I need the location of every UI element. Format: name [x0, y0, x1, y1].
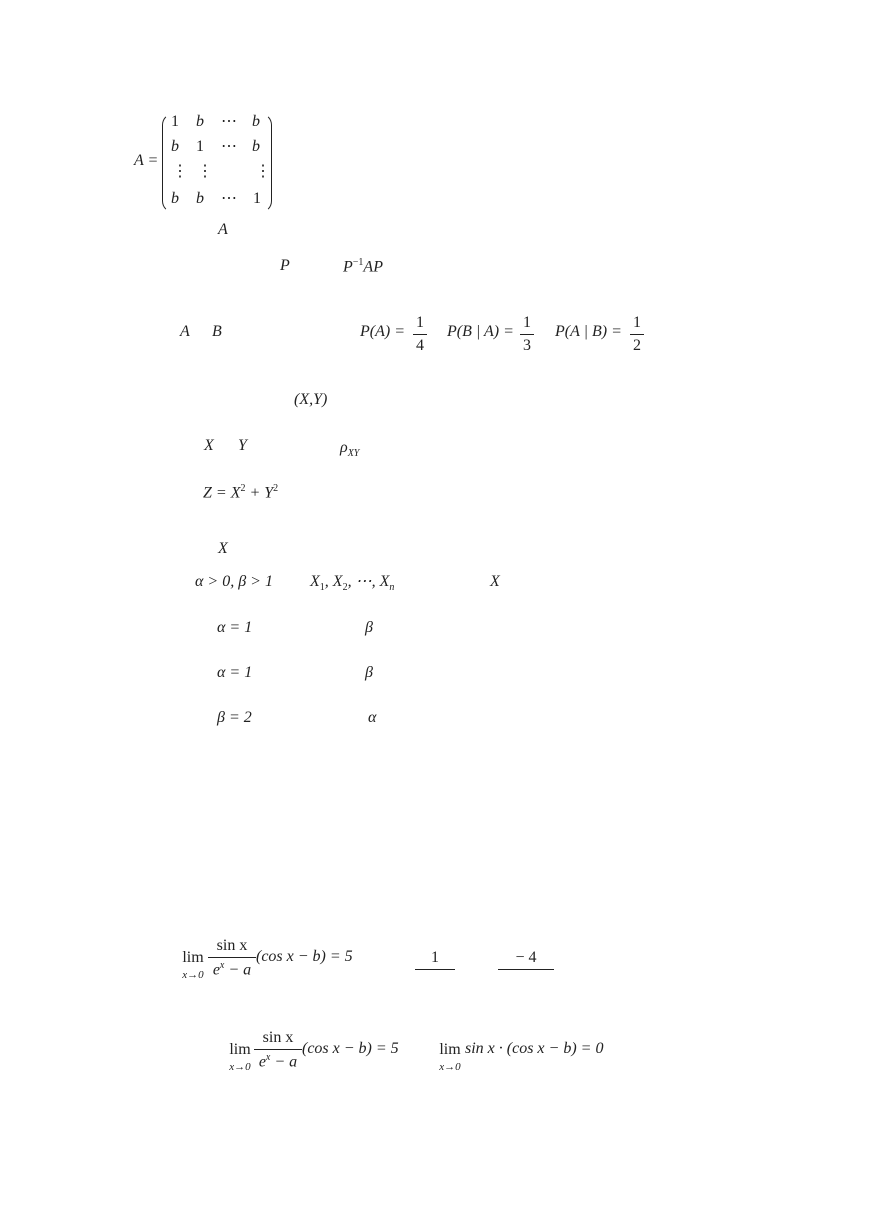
variable-X-standalone: X: [218, 540, 228, 557]
rho-subscript: XY: [347, 448, 360, 460]
fraction-bar: [413, 334, 427, 335]
fraction-bar: [520, 334, 534, 335]
event-B: B: [212, 323, 222, 340]
case-1-condition: α = 1: [217, 619, 253, 636]
answer-blank-2[interactable]: [498, 949, 554, 970]
matrix-lhs: A =: [134, 152, 159, 169]
limit-rest: (cos x − b) = 5: [302, 1040, 399, 1057]
event-A: A: [180, 323, 190, 340]
correlation-rho: [340, 440, 359, 459]
fraction-denominator: 2: [633, 337, 641, 354]
sample-x2: X: [332, 573, 343, 590]
case-3-condition: β = 2: [217, 709, 252, 726]
fraction-denominator: 3: [523, 337, 531, 354]
limit-denominator: [254, 1052, 302, 1071]
prob-PAB: P(A | B) =: [555, 323, 622, 340]
rho-symbol: ρ: [340, 439, 348, 456]
fraction-numerator: 1: [523, 314, 531, 331]
ap-text: AP: [363, 258, 383, 276]
limit-rest: (cos x − b) = 5: [256, 948, 353, 965]
matrix-cell: b: [196, 190, 204, 207]
limit-operator-2: [435, 1041, 465, 1073]
p-base: P: [343, 258, 353, 276]
den-rest: − a: [270, 1053, 298, 1071]
lim-subscript: x→0: [229, 1061, 251, 1073]
limit-operator: [178, 949, 208, 981]
matrix-cell: 1: [196, 138, 204, 155]
matrix-cell: b: [196, 113, 204, 130]
variable-X: X: [204, 437, 214, 454]
symbol-A: A: [218, 221, 228, 238]
den-exponent: x: [219, 960, 225, 971]
den-base: e: [258, 1053, 266, 1071]
limit-fraction: [208, 937, 256, 979]
case-1-target: β: [365, 619, 373, 636]
limit-numerator: sin x: [216, 937, 248, 954]
lim-word: lim: [229, 1041, 251, 1058]
z-mid: + Y: [245, 484, 274, 502]
parameter-condition: α > 0, β > 1: [195, 573, 273, 590]
limit-numerator: sin x: [262, 1029, 294, 1046]
sample-x1: X: [310, 573, 320, 590]
den-exponent: x: [265, 1052, 271, 1063]
fraction-bar: [208, 957, 256, 958]
fraction-bar: [630, 334, 644, 335]
matrix-cell: ⋯: [221, 190, 237, 207]
prob-PA: P(A) =: [360, 323, 405, 340]
matrix-cell: ⋯: [221, 138, 237, 155]
limit-fraction: [254, 1029, 302, 1071]
lim-subscript: x→0: [439, 1061, 461, 1073]
lim-word: lim: [182, 949, 204, 966]
matrix-cell: b: [171, 138, 179, 155]
symbol-P-inverse: [343, 258, 383, 275]
symbol-P: P: [280, 257, 290, 274]
sample-sub-1: 1: [319, 582, 325, 594]
limit-operator: [225, 1041, 255, 1073]
matrix-cell: b: [171, 190, 179, 207]
random-vector-XY: (X,Y): [294, 391, 328, 408]
answer-2: − 4: [515, 949, 537, 966]
sample-sequence: $X_1$, $X_2$, ⋯, $X_n$: [310, 573, 395, 594]
inverse-superscript: −1: [352, 257, 364, 268]
den-base: e: [212, 961, 220, 979]
z-lhs: Z = X: [203, 484, 241, 502]
z-sup-2: 2: [273, 483, 279, 494]
matrix-cell: ⋯: [221, 113, 237, 130]
fraction-one-half: [630, 314, 644, 355]
den-rest: − a: [224, 961, 252, 979]
case-3-target: α: [368, 709, 377, 726]
fraction-bar: [254, 1049, 302, 1050]
matrix-cell: b: [252, 138, 260, 155]
case-2-condition: α = 1: [217, 664, 253, 681]
matrix-cell: b: [252, 113, 260, 130]
matrix-cell: ⋮: [197, 163, 213, 180]
population-X: X: [490, 573, 500, 590]
variable-Y: Y: [238, 437, 247, 454]
z-definition: [203, 484, 278, 501]
fraction-numerator: 1: [633, 314, 641, 331]
fraction-one-quarter: [413, 314, 427, 355]
limit-rest-2: sin x · (cos x − b) = 0: [465, 1040, 604, 1057]
matrix-cell: ⋮: [255, 163, 271, 180]
lim-subscript: x→0: [182, 969, 204, 981]
limit-denominator: [208, 960, 256, 979]
sample-sub-n: n: [389, 582, 395, 594]
answer-1: 1: [431, 949, 439, 966]
fraction-numerator: 1: [416, 314, 424, 331]
case-2-target: β: [365, 664, 373, 681]
matrix-cell: ⋮: [172, 163, 188, 180]
answer-blank-1[interactable]: [415, 949, 455, 970]
lim-word: lim: [439, 1041, 461, 1058]
z-sup-1: 2: [240, 483, 246, 494]
matrix-cell: 1: [171, 113, 179, 130]
matrix-cell: 1: [253, 190, 261, 207]
sample-xn: X: [379, 573, 390, 590]
fraction-denominator: 4: [416, 337, 424, 354]
prob-PBA: P(B | A) =: [447, 323, 514, 340]
sample-sub-2: 2: [342, 582, 348, 594]
fraction-one-third: [520, 314, 534, 355]
